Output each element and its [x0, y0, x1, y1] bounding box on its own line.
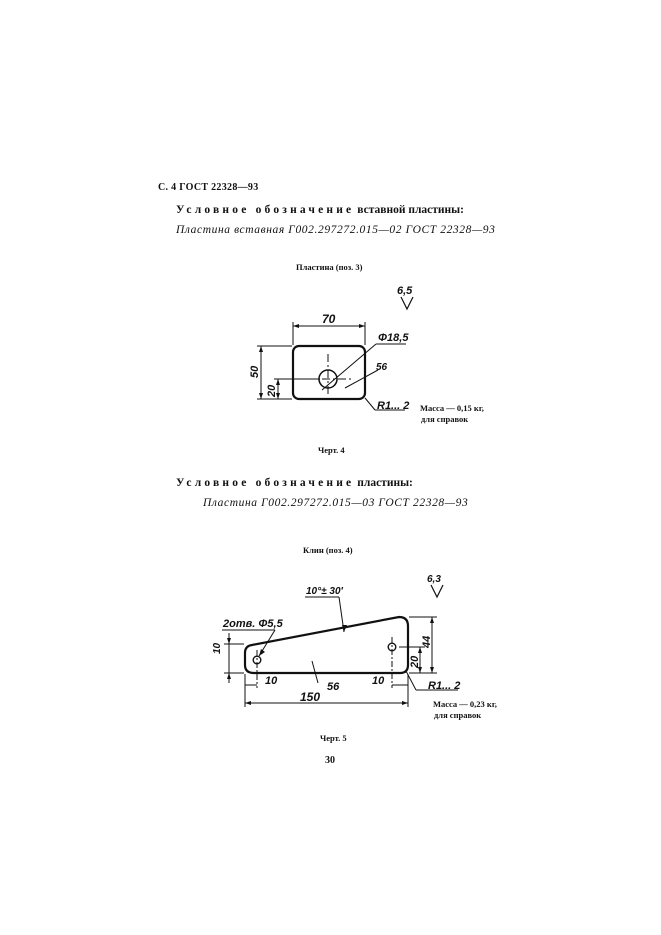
designation-code-1: Пластина вставная Г002.297272.015—02 ГОСТ 22328—93 [176, 224, 496, 236]
dim-holes: 2отв. Φ5,5 [223, 618, 283, 630]
mass-2: Масса — 0,23 кг, [433, 699, 497, 709]
roughness-label-2: 6,3 [427, 574, 441, 585]
dim-total-height: 44 [421, 635, 433, 648]
dim-right-height: 20 [409, 655, 421, 668]
dim-radius: R1... 2 [377, 400, 410, 412]
dim-height: 50 [249, 365, 261, 378]
heading-bold-2: пластины: [354, 477, 413, 489]
dim-right-offset: 10 [372, 675, 385, 687]
dim-radius-2: R1... 2 [428, 680, 461, 692]
dim-left-height: 10 [212, 642, 223, 654]
heading-bold-1: вставной пластины: [354, 204, 464, 216]
caption-1: Черт. 4 [318, 445, 345, 455]
part-title-2: Клин (поз. 4) [303, 545, 353, 555]
dim-half: 20 [266, 384, 278, 397]
dim-hole: Φ18,5 [378, 332, 409, 344]
roughness-label-1: 6,5 [397, 285, 413, 297]
designation-code-2: Пластина Г002.297272.015—03 ГОСТ 22328—93 [203, 497, 469, 509]
dim-angle: 10°± 30′ [306, 586, 343, 597]
mass-note-2: для справок [434, 710, 482, 720]
mass-1: Масса — 0,15 кг, [420, 403, 484, 413]
mass-note-1: для справок [421, 414, 469, 424]
dim-thickness: 56 [376, 362, 388, 373]
dim-left-offset: 10 [265, 675, 278, 687]
dim-width: 70 [322, 312, 336, 326]
page-number: 30 [325, 755, 335, 766]
page-header: С. 4 ГОСТ 22328—93 [158, 182, 259, 193]
caption-2: Черт. 5 [320, 733, 347, 743]
heading-spaced-2: Условное обозначение [176, 477, 355, 489]
part-title-1: Пластина (поз. 3) [296, 262, 363, 272]
heading-spaced-1: Условное обозначение [176, 204, 355, 216]
dim-length: 150 [300, 690, 321, 704]
dim-thickness-2: 56 [327, 681, 340, 693]
